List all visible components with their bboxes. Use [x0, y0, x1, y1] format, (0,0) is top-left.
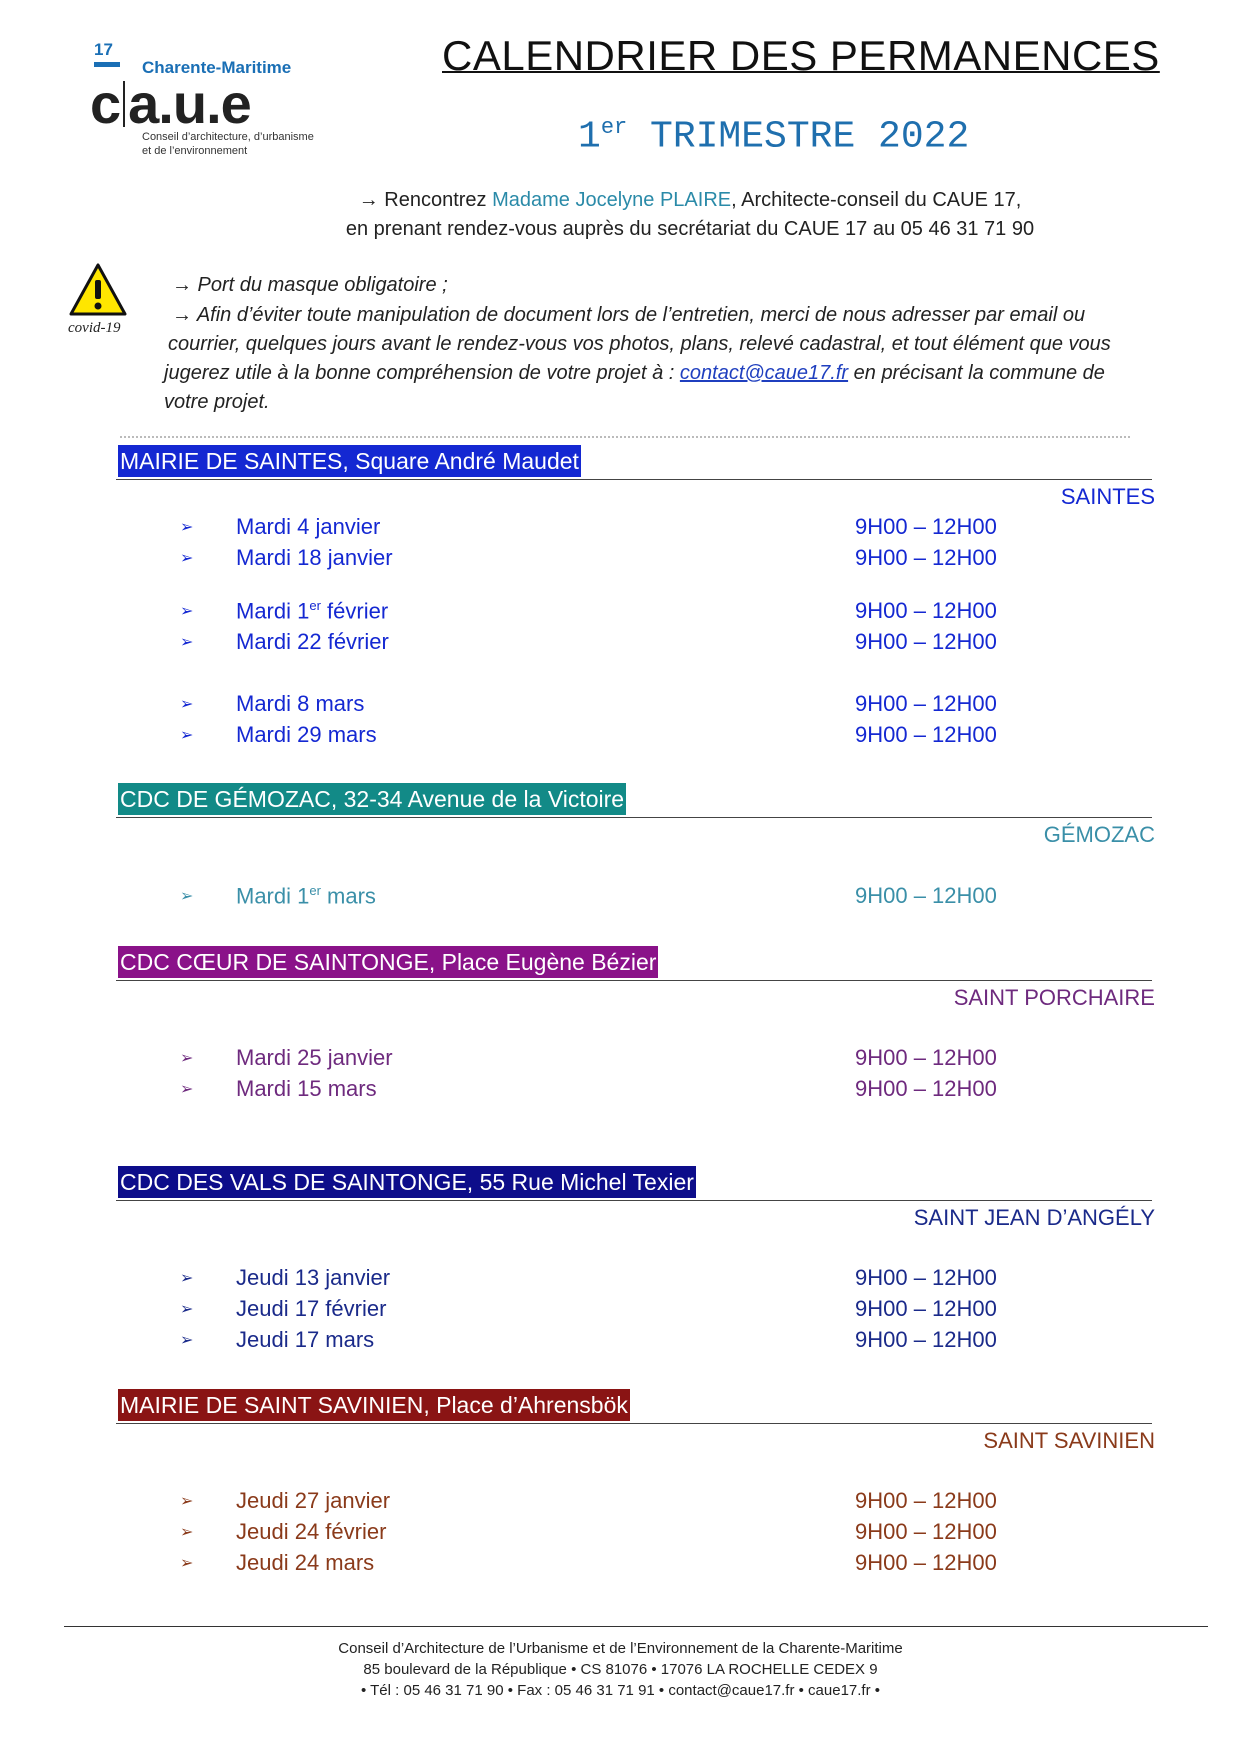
town-saintes: SAINTES — [1060, 484, 1155, 509]
footer-contact: • Tél : 05 46 31 71 90 • Fax : 05 46 31 71 91 • contact@caue17.fr • caue17.fr • — [360, 1682, 881, 1699]
logo-region: Charente-Maritime — [142, 58, 292, 77]
row-time: 9H00 – 12H00 — [855, 1488, 997, 1513]
contact-email-link[interactable]: contact@caue17.fr — [679, 362, 849, 384]
section-header-vals-de-saintonge: CDC DES VALS DE SAINTONGE, 55 Rue Michel Texier — [118, 1166, 696, 1198]
row-time: 9H00 – 12H00 — [855, 1550, 997, 1575]
intro-prefix: → Rencontrez — [358, 189, 493, 211]
logo-separator — [123, 81, 125, 127]
schedule-row — [180, 1045, 1120, 1075]
row-date: Mardi 15 mars — [236, 1076, 377, 1101]
row-time: 9H00 – 12H00 — [855, 1519, 997, 1544]
town-saint-porchaire: SAINT PORCHAIRE — [953, 985, 1155, 1010]
logo-subtitle-line1: Conseil d’architecture, d’urbanisme — [142, 131, 314, 143]
trimester-num: 1 — [578, 115, 601, 159]
row-time: 9H00 – 12H00 — [855, 1327, 997, 1352]
row-date-pre: Mardi 1 — [236, 598, 310, 624]
schedule-row — [180, 883, 1120, 913]
logo-number: 17 — [94, 40, 113, 59]
logo-subtitle-line2: et de l’environnement — [142, 145, 248, 157]
row-date: Mardi 25 janvier — [236, 1045, 393, 1070]
bullet-arrow-icon: ➢ — [180, 888, 194, 905]
schedule-row — [180, 1550, 1120, 1580]
documents-note-line4: votre projet. — [164, 391, 270, 413]
bullet-arrow-icon: ➢ — [180, 634, 194, 651]
caue-logo — [90, 38, 350, 158]
logo-subtitle — [142, 130, 314, 158]
documents-note — [164, 301, 1154, 417]
bullet-arrow-icon: ➢ — [180, 727, 194, 744]
schedule-row — [180, 1296, 1120, 1326]
intro-suffix: , Architecte-conseil du CAUE 17, — [731, 189, 1022, 211]
section-rule — [116, 1200, 1152, 1201]
schedule-row — [180, 598, 1120, 628]
schedule-row — [180, 514, 1120, 544]
row-date: Mardi 8 mars — [236, 691, 365, 716]
bullet-arrow-icon: ➢ — [180, 519, 194, 536]
schedule-row — [180, 1076, 1120, 1106]
schedule-row — [180, 1327, 1120, 1357]
logo-brand — [90, 74, 251, 134]
row-date: Mardi 18 janvier — [236, 545, 393, 570]
row-date — [236, 883, 376, 909]
logo-brand-c: c — [90, 72, 121, 135]
documents-note-line3-post: en précisant la commune de — [848, 362, 1105, 384]
warning-icon — [68, 262, 128, 322]
trimester-rest: TRIMESTRE 2022 — [627, 115, 970, 159]
section-header-saintes: MAIRIE DE SAINTES, Square André Maudet — [118, 445, 581, 477]
bullet-arrow-icon: ➢ — [180, 1050, 194, 1067]
row-date: Mardi 29 mars — [236, 722, 377, 747]
row-date: Jeudi 13 janvier — [236, 1265, 391, 1290]
row-time: 9H00 – 12H00 — [855, 1296, 997, 1321]
bullet-arrow-icon: ➢ — [180, 1555, 194, 1572]
row-date-post: février — [320, 598, 389, 624]
section-header-coeur-de-saintonge: CDC CŒUR DE SAINTONGE, Place Eugène Bézier — [118, 946, 658, 978]
bullet-arrow-icon: ➢ — [180, 603, 194, 620]
bullet-arrow-icon: ➢ — [180, 1493, 194, 1510]
architect-name: Madame Jocelyne PLAIRE — [492, 189, 732, 211]
schedule-row — [180, 1265, 1120, 1295]
bullet-arrow-icon: ➢ — [180, 1301, 194, 1318]
documents-note-line2: courrier, quelques jours avant le rendez-vous vos photos, plans, relevé cadastral, et tout élément que vous — [168, 333, 1111, 355]
row-time: 9H00 – 12H00 — [855, 722, 997, 747]
page-title: CALENDRIER DES PERMANENCES — [442, 32, 1160, 79]
row-date-pre: Mardi 1 — [236, 883, 310, 909]
row-date: Jeudi 17 mars — [236, 1327, 375, 1352]
bullet-arrow-icon: ➢ — [180, 1524, 194, 1541]
bullet-arrow-icon: ➢ — [180, 1270, 194, 1287]
dotted-divider — [120, 436, 1130, 438]
logo-bar — [94, 62, 120, 67]
row-date: Jeudi 24 mars — [236, 1550, 375, 1575]
schedule-row — [180, 545, 1120, 575]
bullet-arrow-icon: ➢ — [180, 1332, 194, 1349]
schedule-row — [180, 722, 1120, 752]
row-date: Mardi 4 janvier — [236, 514, 381, 539]
trimester-sup: er — [600, 115, 628, 140]
intro-line2: en prenant rendez-vous auprès du secrétariat du CAUE 17 au 05 46 31 71 90 — [345, 218, 1035, 240]
schedule-row — [180, 691, 1120, 721]
town-gemozac: GÉMOZAC — [1043, 822, 1155, 847]
bullet-arrow-icon: ➢ — [180, 696, 194, 713]
schedule-row — [180, 1488, 1120, 1518]
footer-organization: Conseil d’Architecture de l’Urbanisme et de l’Environnement de la Charente-Maritime — [338, 1640, 903, 1657]
row-date: Jeudi 24 février — [236, 1519, 387, 1544]
row-date-sup: er — [309, 883, 321, 898]
section-header-gemozac: CDC DE GÉMOZAC, 32-34 Avenue de la Victoire — [118, 783, 626, 815]
footer-rule — [64, 1626, 1208, 1627]
bullet-arrow-icon: ➢ — [180, 550, 194, 567]
row-time: 9H00 – 12H00 — [855, 514, 997, 539]
schedule-row — [180, 1519, 1120, 1549]
trimester-title — [578, 115, 969, 159]
row-time: 9H00 – 12H00 — [855, 598, 997, 623]
section-header-saint-savinien: MAIRIE DE SAINT SAVINIEN, Place d’Ahrensbök — [118, 1389, 630, 1421]
row-time: 9H00 – 12H00 — [855, 1076, 997, 1101]
footer-address: 85 boulevard de la République • CS 81076 • 17076 LA ROCHELLE CEDEX 9 — [363, 1661, 878, 1678]
row-date: Jeudi 27 janvier — [236, 1488, 391, 1513]
section-rule — [116, 817, 1152, 818]
row-date: Mardi 22 février — [236, 629, 389, 654]
row-time: 9H00 – 12H00 — [855, 1045, 997, 1070]
row-date-sup: er — [309, 598, 321, 613]
documents-note-line3 — [164, 359, 1154, 388]
section-rule — [116, 1423, 1152, 1424]
row-time: 9H00 – 12H00 — [855, 1265, 997, 1290]
row-time: 9H00 – 12H00 — [855, 545, 997, 570]
row-date: Jeudi 17 février — [236, 1296, 387, 1321]
section-rule — [116, 479, 1152, 480]
row-time: 9H00 – 12H00 — [855, 883, 997, 908]
schedule-row — [180, 629, 1120, 659]
row-date-post: mars — [320, 883, 376, 909]
row-time: 9H00 – 12H00 — [855, 691, 997, 716]
covid-label: covid-19 — [68, 320, 121, 336]
logo-brand-aue: a.u.e — [128, 72, 251, 135]
bullet-arrow-icon: ➢ — [180, 1081, 194, 1098]
intro-line1 — [230, 189, 1150, 212]
town-saint-jean-d-angely: SAINT JEAN D’ANGÉLY — [913, 1205, 1155, 1230]
documents-note-line1: → Afin d’éviter toute manipulation de document lors de l’entretien, merci de nous adresser par email ou — [172, 304, 1086, 326]
section-rule — [116, 980, 1152, 981]
town-saint-savinien: SAINT SAVINIEN — [983, 1428, 1155, 1453]
documents-note-line3-pre: jugerez utile à la bonne compréhension de votre projet à : — [164, 362, 680, 384]
mask-note: → Port du masque obligatoire ; — [172, 274, 448, 296]
row-time: 9H00 – 12H00 — [855, 629, 997, 654]
row-date — [236, 598, 388, 624]
